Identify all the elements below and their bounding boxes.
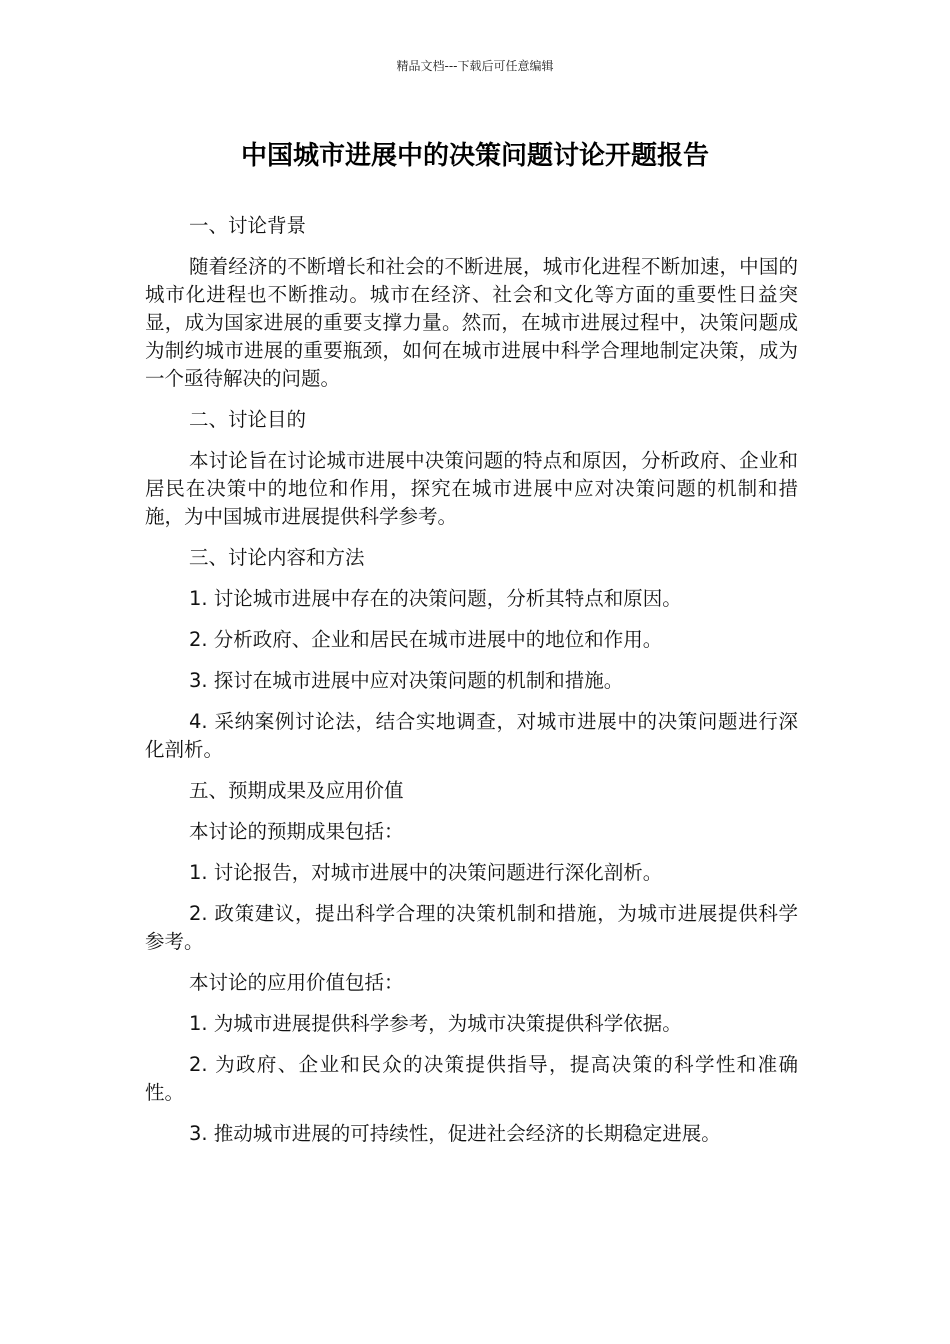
list-item-outcome-2: 2. 政策建议，提出科学合理的决策机制和措施，为城市进展提供科学参考。 [145,902,798,953]
list-item-value-2: 2. 为政府、企业和民众的决策提供指导，提高决策的科学性和准确性。 [145,1053,798,1104]
document-body [145,212,798,1161]
list-item-content-1: 1. 讨论城市进展中存在的决策问题，分析其特点和原因。 [189,587,682,610]
list-item-value-3: 3. 推动城市进展的可持续性，促进社会经济的长期稳定进展。 [189,1122,721,1145]
paragraph-application-value-intro: 本讨论的应用价值包括： [189,971,404,994]
paragraph-expected-outcomes-intro: 本讨论的预期成果包括： [189,820,404,843]
list-item-content-2: 2. 分析政府、企业和居民在城市进展中的地位和作用。 [189,628,663,651]
list-item-value-1: 1. 为城市进展提供科学参考，为城市决策提供科学依据。 [189,1012,682,1035]
paragraph-background: 随着经济的不断增长和社会的不断进展，城市化进程不断加速，中国的城市化进程也不断推动。城市在经济、社会和文化等方面的重要性日益突显，成为国家进展的重要支撑力量。然而，在城市进展过程中，决策问题成为制约城市进展的重要瓶颈，如何在城市进展中科学合理地制定决策，成为一个亟待解决的问题。 [145,255,798,390]
section-heading-content-methods: 三、讨论内容和方法 [189,546,365,569]
list-item-content-3: 3. 探讨在城市进展中应对决策问题的机制和措施。 [189,669,624,692]
list-item-content-4: 4. 采纳案例讨论法，结合实地调查，对城市进展中的决策问题进行深化剖析。 [145,710,798,761]
paragraph-purpose: 本讨论旨在讨论城市进展中决策问题的特点和原因，分析政府、企业和居民在决策中的地位和作用，探究在城市进展中应对决策问题的机制和措施，为中国城市进展提供科学参考。 [145,449,798,528]
section-heading-background: 一、讨论背景 [189,214,307,237]
section-heading-purpose: 二、讨论目的 [189,408,307,431]
section-heading-outcomes: 五、预期成果及应用价值 [189,779,404,802]
document-title: 中国城市进展中的决策问题讨论开题报告 [240,141,709,171]
page-header: 精品文档---下载后可任意编辑 [396,59,554,73]
list-item-outcome-1: 1. 讨论报告，对城市进展中的决策问题进行深化剖析。 [189,861,663,884]
